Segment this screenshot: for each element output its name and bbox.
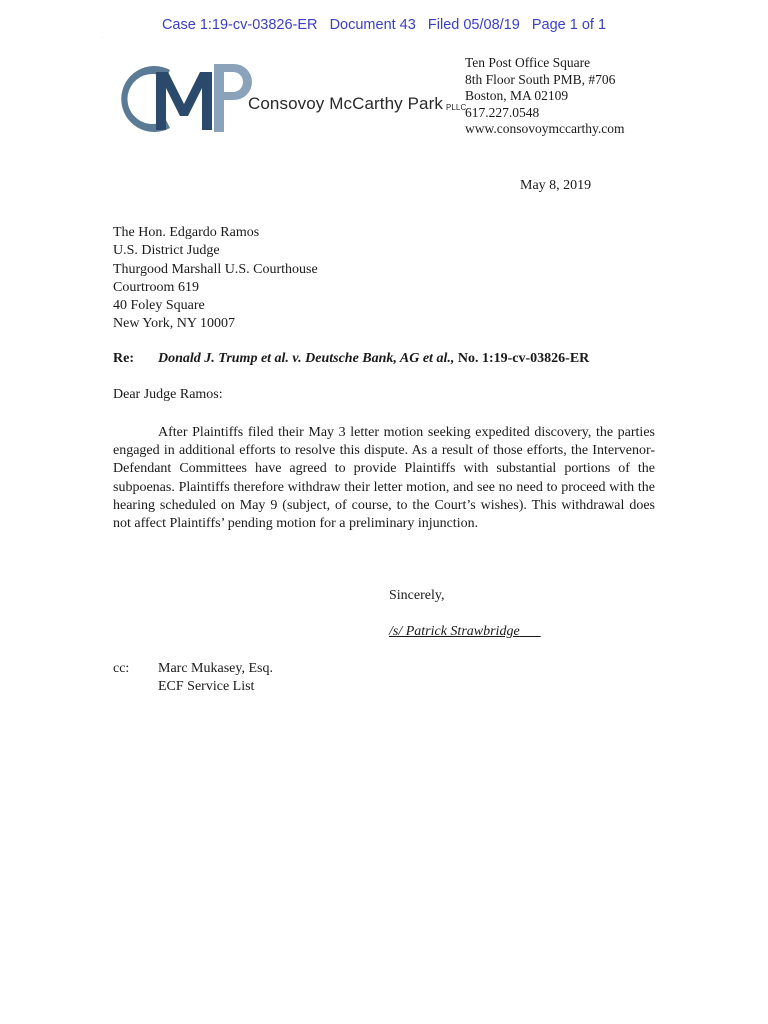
firm-suffix: PLLC: [445, 103, 467, 112]
case-title: Donald J. Trump et al. v. Deutsche Bank, AG et al.,: [158, 351, 455, 366]
body-paragraph: After Plaintiffs filed their May 3 letter motion seeking expedited discovery, the parties engaged in additional efforts to resolve this dispute. As a result of those efforts, the Intervenor-Defendant Committees have agreed to provide Plaintiffs with substantial portions of the subpoenas. Plaintiffs therefore withdraw their letter motion, and see no need to proceed with the hearing scheduled on May 9 (subject, of course, to the Court’s wishes). This withdrawal does not affect Plaintiffs’ pending motion for a preliminary injunction.: [113, 425, 655, 532]
recipient-line: New York, NY 10007: [113, 316, 235, 332]
court-filing-stamp: Case 1:19-cv-03826-ER Document 43 Filed 05/08/19 Page 1 of 1: [161, 17, 607, 33]
signature: [389, 624, 541, 640]
cc-label: cc:: [113, 661, 130, 676]
salutation: Dear Judge Ramos:: [113, 387, 223, 402]
address-line: Boston, MA 02109: [465, 88, 569, 104]
recipient-line: 40 Foley Square: [113, 298, 205, 314]
firm-logo: [102, 38, 467, 140]
phone-number: 617.227.0548: [465, 104, 540, 120]
recipient-address: [113, 224, 318, 334]
firm-name-text: Consovoy McCarthy Park: [248, 94, 443, 113]
cmp-monogram-icon: [102, 38, 262, 140]
recipient-line: U.S. District Judge: [113, 243, 220, 259]
firm-address: [465, 55, 624, 138]
cc-list: [158, 660, 273, 697]
case-number: No. 1:19-cv-03826-ER: [457, 351, 590, 366]
recipient-line: Courtroom 619: [113, 279, 199, 295]
cc-recipient: Marc Mukasey, Esq.: [158, 661, 273, 676]
re-label: Re:: [113, 351, 134, 366]
address-line: Ten Post Office Square: [465, 55, 591, 70]
cc-recipient: ECF Service List: [158, 679, 255, 695]
recipient-line: Thurgood Marshall U.S. Courthouse: [113, 261, 318, 277]
recipient-line: The Hon. Edgardo Ramos: [113, 225, 260, 240]
logo-letter-c: C: [102, 38, 103, 39]
closing: Sincerely,: [389, 588, 445, 603]
letter-date: May 8, 2019: [520, 178, 592, 193]
subject-line: [113, 351, 589, 367]
firm-name: [248, 94, 466, 114]
signature-text: /s/ Patrick Strawbridge: [389, 624, 520, 639]
website-link[interactable]: www.consovoymccarthy.com: [465, 121, 625, 137]
address-line: 8th Floor South PMB, #706: [465, 71, 616, 87]
